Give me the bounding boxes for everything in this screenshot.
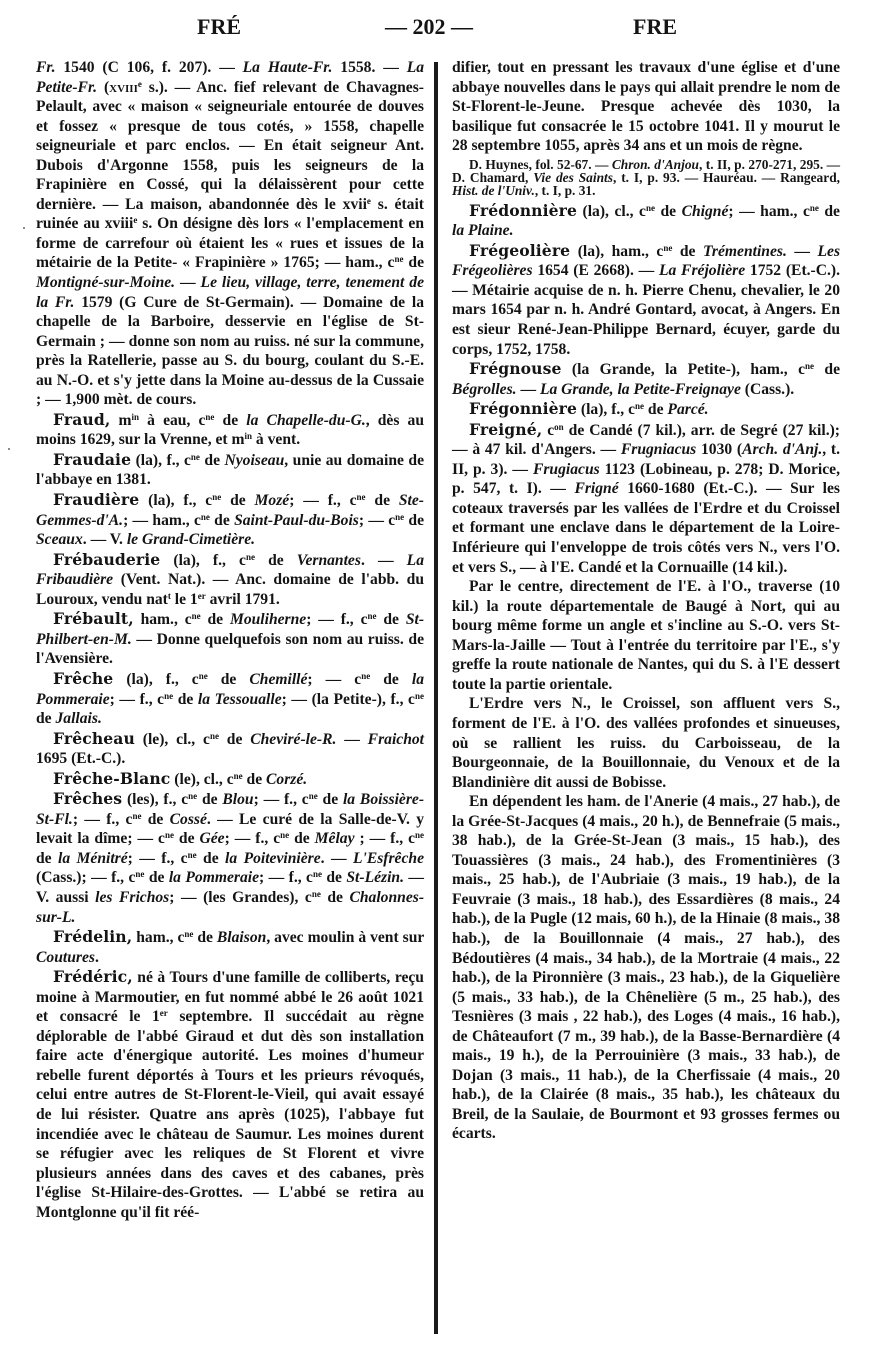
headword: Frégnouse: [469, 359, 562, 379]
right-column: [452, 58, 840, 1144]
column-divider: [434, 62, 438, 1334]
entry-fregeoliere: Frégeolière (la), ham., $c^{ne}$ de Trémentines. — Les Frégeolières 1654 (E 2668). — La Fréjolière 1752 (Et.-C.). — Métairie acquise de n. h. Pierre Chenu, chevalier, le 20 mars 1654 par n. h. André Gontard, avocat, à Angers. En est sieur René-Jean-Philippe Bernard, écuyer, garde du corps, 1752, 1758.: [452, 240, 841, 358]
entry-frebault: Frébault, ham., $c^{ne}$ de Mouliherne; — f., $c^{ne}$ de St-Philbert-en-M. — Donne quelquefois son nom au ruiss. de l'Avensière.: [36, 609, 425, 668]
headword: Frédéric,: [53, 967, 133, 987]
entry-continuation: difier, tout en pressant les travaux d'une église et d'une abbaye nouvelles dans le pays qui allait prendre le nom de St-Florent-le-Jeune. Presque achevée dès 1030, la basilique fut consacrée le 15 octobre 1041. Il y mourut le 28 septembre 1055, après 34 ans et un mois de règne.: [452, 59, 840, 155]
entry-fredelin: Frédelin, ham., $c^{ne}$ de Blaison, avec moulin à vent sur Coutures.: [36, 927, 425, 966]
entry-freches: Frêches (les), f., $c^{ne}$ de Blou; — f., $c^{ne}$ de la Boissière-St-Fl.; — f., $c^{ne}$ de Cossé. — Le curé de la Salle-de-V. y levait la dîme; — $c^{ne}$ de Gée; — f., $c^{ne}$ de Mêlay ; — f., $c^{ne}$ de la Ménitré; — f., $c^{ne}$ de la Poitevinière. — L'Esfrêche (Cass.); — f., $c^{ne}$ de la Pommeraie; — f., $c^{ne}$ de St-Lézin. — V. aussi les Frichos; — (les Grandes), $c^{ne}$ de Chalonnes-sur-L.: [36, 789, 425, 926]
headword: Fraudière: [53, 490, 140, 510]
headword: Frêche-Blanc: [53, 768, 171, 788]
headword: Fraud,: [53, 409, 111, 429]
entry-frederic: Frédéric, né à Tours d'une famille de colliberts, reçu moine à Marmoutier, en fut nommé abbé le 26 août 1021 et consacré le 1er septembre. Il succédait au règne déplorable de l'abbé Giraud et dut dès son installation faire acte d'énergique autorité. Les moines d'humeur rebelle furent déportés à Tours et les prieurs révoqués, celui entre autres de St-Florent-le-Vieil, qui avait essayé de lui résister. Quatre ans après (1025), l'abbaye fut incendiée avec le château de Saumur. Les moines durent se réfugier avec les reliques de St Florent et vivre plusieurs années dans des caves et des cabanes, près l'église St-Hilaire-des-Grottes. — L'abbé se retira au Montglonne qu'il fit réé-: [36, 967, 424, 1221]
paragraph-roads: Par le centre, directement de l'E. à l'O., traverse (10 kil.) la route départementale de Baugé à Nort, qui au bourg même forme un angle et s'incline au S.-O. vers St-Mars-la-Jaille — Tout à l'entrée du territoire par l'E., s'y greffe la route nationale de Nantes, qui du S. à l'E dessert toute la partie orientale.: [452, 578, 840, 693]
headword: Frégeolière: [469, 240, 571, 260]
margin-speck: [8, 448, 10, 450]
page-number: — 202 —: [385, 14, 473, 39]
entry-frebauderie: Frébauderie (la), f., $c^{ne}$ de Vernantes. — La Fribaudière (Vent. Nat.). — Anc. domaine de l'abb. du Louroux, vendu nat$^t$ le 1er avril 1791.: [36, 549, 424, 608]
headword: Frébault,: [53, 609, 134, 629]
entry-fredonniere: Frédonnière (la), cl., $c^{ne}$ de Chigné; — ham., $c^{ne}$ de la Plaine.: [452, 200, 840, 240]
entry-fregonniere: Frégonnière (la), f., $c^{ne}$ de Parcé.: [469, 399, 709, 419]
headword: Fraudaie: [53, 449, 132, 469]
margin-speck: [23, 227, 25, 229]
entry-freche-blanc: Frêche-Blanc (le), cl., $c^{ne}$ de Corzé.: [53, 768, 308, 788]
entry-fregnouse: Frégnouse (la Grande, la Petite-), ham., $c^{ne}$ de Bégrolles. — La Grande, la Petite-Freignaye (Cass.).: [452, 359, 840, 398]
running-head-left: FRÉ: [197, 14, 241, 39]
entry-fraudaie: Fraudaie (la), f., $c^{ne}$ de Nyoiseau, unie au domaine de l'abbaye en 1381.: [36, 449, 424, 489]
paragraph-hamlets: En dépendent les ham. de l'Anerie (4 mais., 27 hab.), de la Grée-St-Jacques (4 mais., 20 h.), de Bennefraie (5 mais., 38 hab.), de la Grée-St-Jean (3 mais., 15 hab.), des Touassières (3 mais., 24 hab.), des Fromentinières (3 mais., 25 hab.), de l'Aubriaie (3 mais., 19 hab.), de la Feuvraie (3 mais., 18 hab.), des Essardières (8 mais., 24 hab.), de la Pugle (12 mais, 60 h.), de la Hinaie (8 mais., 38 hab.), de la Bouillonnaie (4 mais., 27 hab.), des Bédoutières (4 mais., 34 hab.), de la Mortraie (4 mais., 22 hab.), de la Pironnière (3 mais., 23 hab.), de la Giquelière (5 mais., 33 hab.), de la Chênelière (5 m., 25 hab.), des Tesnières (3 mais , 22 hab.), des Loges (4 mais., 16 hab.), de Châteaufort (7 m., 39 hab.), de la Basse-Bernardière (4 mais., 19 h.), de la Perrouinière (3 mais., 33 hab.), de Dojan (3 mais., 11 hab.), de la Cherfissaie (4 mais., 20 hab.), de la Clairée (8 mais., 35 hab.), les châteaux du Breil, de la Saulaie, de Bourmont et 93 grosses fermes ou écarts.: [452, 793, 840, 1143]
headword: Frêche: [53, 668, 114, 688]
headword: Frébauderie: [53, 549, 161, 569]
entry-continuation: Fr. 1540 (C 106, f. 207). — La Haute-Fr. 1558. — La Petite-Fr. (xviii$^e$ s.). — Anc. fief relevant de Chavagnes-Pelault, avec « maison « seigneuriale entourée de douves et fossez « presque de tous cotés, » 1558, chapelle seigneuriale et parc enclos. — En était seigneur Ant. Dubois d'Argonne 1558, puis les seigneurs de la Frapinière en Cossé, qui la délaissèrent pour cette dernière. — La maison, abandonnée dès le xvii$^e$ s. était ruinée au xviii$^e$ s. On désigne dès lors « l'emplacement en forme de carrefour où étaient les « rues et issues de la métairie de la Petite- « Frapinière » 1765; — ham., $c^{ne}$ de Montigné-sur-Moine. — Le lieu, village, terre, tenement de la Fr. 1579 (G Cure de St-Germain). — Domaine de la chapelle de la Barboire, desservie en l'église de St-Germain ; — donne son nom au ruiss. né sur la commune, près la Ratellerie, passe au S. du bourg, coulant du S.-E. au N.-O. et s'y jette dans la Moine au-dessus de la Cussaie ; — 1,900 mèt. de cours.: [36, 59, 425, 409]
headword: Frêcheau: [53, 728, 135, 748]
headword: Frêches: [53, 789, 123, 809]
bibliographic-references: D. Huynes, fol. 52-67. — Chron. d'Anjou, t. II, p. 270-271, 295. — D. Chamard, Vie des Saints, t. I, p. 93. — Hauréau. — Rangeard, Hist. de l'Univ., t. I, p. 31.: [452, 156, 840, 198]
headword: Frégonnière: [469, 399, 577, 419]
entry-freche: Frêche (la), f., $c^{ne}$ de Chemillé; — $c^{ne}$ de la Pommeraie; — f., $c^{ne}$ de la Tessoualle; — (la Petite-), f., $c^{ne}$ de Jallais.: [36, 668, 424, 728]
headword: Frédelin,: [53, 927, 133, 947]
entry-freigne: Freigné, $c^{on}$ de Candé (7 kil.), arr. de Segré (27 kil.); — à 47 kil. d'Angers. — Frugniacus 1030 (Arch. d'Anj., t. II, p. 3). — Frugiacus 1123 (Lobineau, p. 278; D. Morice, p. 547, t. I). — Frigné 1660-1680 (Et.-C.). — Sur les coteaux traversés par les vallées de l'Erdre et du Croissel et formant une enclave dans le département de la Loire-Inférieure qui l'enveloppe de trois côtés vers N., vers l'O. et vers S., — à l'E. Candé et la Cornuaille (14 kil.).: [452, 419, 841, 576]
left-column: [36, 58, 424, 1222]
running-head-right: FRE: [633, 14, 677, 39]
running-head: [0, 14, 873, 44]
headword: Freigné,: [469, 419, 543, 439]
entry-fraudiere: Fraudière (la), f., $c^{ne}$ de Mozé; — f., $c^{ne}$ de Ste-Gemmes-d'A.; — ham., $c^{ne}$ de Saint-Paul-du-Bois; — $c^{ne}$ de Sceaux. — V. le Grand-Cimetière.: [36, 490, 425, 549]
paragraph-rivers: L'Erdre vers N., le Croissel, son affluent vers S., forment de l'E. à l'O. des vallées profondes et sinueuses, où se rallient les ruiss. du Carboisseau, de la Bourgeonnaie, de la Bouillonnaie, du Venoux et de la Blandinière dit aussi de Bobisse.: [452, 695, 840, 791]
entry-frecheau: Frêcheau (le), cl., $c^{ne}$ de Cheviré-le-R. — Fraichot 1695 (Et.-C.).: [36, 728, 424, 768]
headword: Frédonnière: [469, 200, 577, 220]
entry-fraud: Fraud, $m^{in}$ à eau, $c^{ne}$ de la Chapelle-du-G., dès au moins 1629, sur la Vrenne, et $m^{in}$ à vent.: [36, 409, 425, 449]
